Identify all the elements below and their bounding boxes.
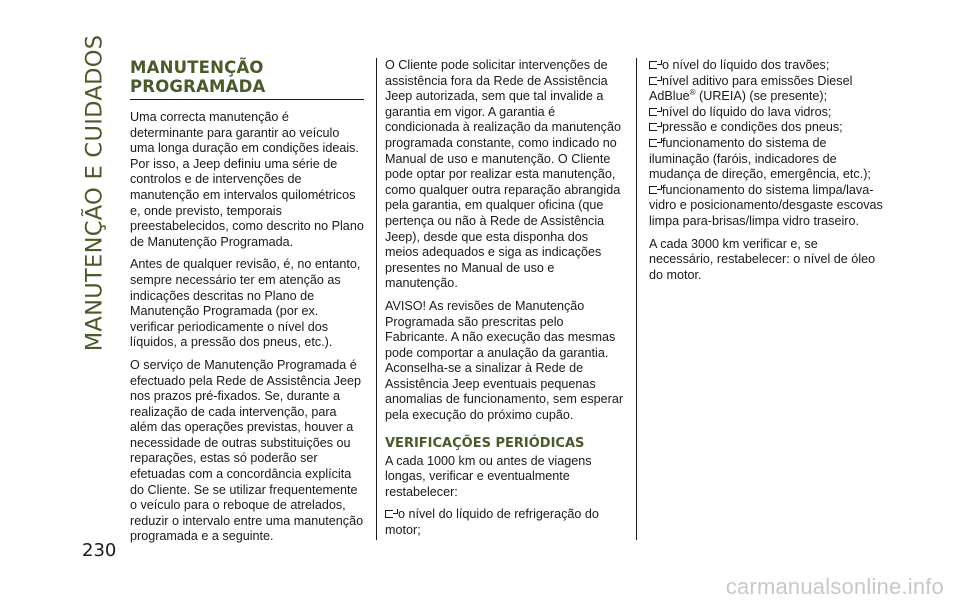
section-heading-block [130,58,364,100]
paragraph: O serviço de Manutenção Programada é efectuado pela Rede de Assistência Jeep nos prazos pré-fixados. Se, durante a realização de cada intervenção, para além das operações previstas, houver a necessidade de outras substituições ou reparações, estas só poderão ser efetuadas com a concordância explícita do Cliente. Se se utilizar frequentemente o veículo para o reboque de atrelados, reduzir o intervalo entre uma manutenção programada e a seguinte. [130,357,364,544]
warning-paragraph: AVISO! As revisões de Manutenção Programada são prescritas pelo Fabricante. A não execução das mesmas pode comportar a anulação da garantia. Aconselha-se a sinalizar à Rede de Assistência Jeep eventuais pequenas anomalias de funcionamento, sem esperar pela execução do próximo cupão. [385,298,624,423]
list-item [649,74,884,105]
list-item-text: pressão e condições dos pneus; [662,120,843,135]
arrow-bullet-icon [649,123,657,131]
chapter-side-title [76,34,112,351]
list-item [649,183,884,230]
checklist [385,507,625,538]
page-number: 230 [82,540,117,561]
arrow-bullet-icon [649,139,657,147]
list-item [649,120,884,136]
list-item-text: funcionamento do sistema de iluminação (faróis, indicadores de mudança de direção, emergência, etc.); [649,135,871,182]
paragraph: O Cliente pode solicitar intervenções de assistência fora da Rede de Assistência Jeep autorizada, sem que tal invalide a garantia em vigor. A garantia é condicionada à realização da manutenção programada constante, como indicado no Manual de uso e manutenção. O Cliente pode optar por realizar esta manutenção, como qualquer outra reparação abrangida pela garantia, em qualquer oficina (que pertença ou não à Rede de Assistência Jeep), desde que esta disponha dos meios adequados e siga as indicações presentes no Manual de uso e manutenção. [385,58,621,291]
list-item-text: o nível do líquido de refrigeração do motor; [385,507,599,538]
list-item [649,105,884,121]
paragraph: Uma correcta manutenção é determinante para garantir ao veículo uma longa duração em condições ideais. Por isso, a Jeep definiu uma série de controlos e de intervenções de manutenção em intervalos quilométricos e, onde previsto, temporais preestabelecidos, como descrito no Plano de Manutenção Programada. [130,110,364,249]
paragraph: Antes de qualquer revisão, é, no entanto, sempre necessário ter em atenção as indicações descritas no Plano de Manutenção Programada (por ex. verificar periodicamente o nível dos líquidos, a pressão dos pneus, etc.). [130,257,361,350]
column-2 [385,58,625,546]
list-item [649,58,884,74]
list-item [649,136,884,183]
registered-mark: ® [689,88,696,97]
subsection-heading: VERIFICAÇÕES PERIÓDICAS [385,435,585,451]
column-3 [649,58,884,290]
column-divider [376,58,377,540]
list-item [385,507,625,538]
list-item-text: funcionamento do sistema limpa/lava-vidro e posicionamento/desgaste escovas limpa para-brisas/limpa vidro traseiro. [649,182,883,228]
list-item-text: o nível do líquido dos travões; [662,58,830,72]
checklist [649,58,884,230]
chapter-title-text: MANUTENÇÃO E CUIDADOS [81,34,107,351]
arrow-bullet-icon [385,510,393,518]
column-divider [636,58,637,540]
arrow-bullet-icon [649,108,657,116]
list-item-text-suffix: (UREIA) (se presente); [695,89,828,104]
watermark: carmanualsonline.info [725,574,944,599]
section-heading: MANUTENÇÃO PROGRAMADA [130,58,266,96]
list-item-text: nível aditivo para emissões Diesel AdBlue [649,73,853,104]
arrow-bullet-icon [649,61,657,69]
paragraph: A cada 1000 km ou antes de viagens longas, verificar e eventualmente restabelecer: [385,453,592,499]
arrow-bullet-icon [649,77,657,85]
paragraph: A cada 3000 km verificar e, se necessário, restabelecer: o nível de óleo do motor. [649,236,876,282]
arrow-bullet-icon [649,186,657,194]
column-1 [130,58,364,552]
list-item-text: nível do líquido do lava vidros; [662,104,832,119]
